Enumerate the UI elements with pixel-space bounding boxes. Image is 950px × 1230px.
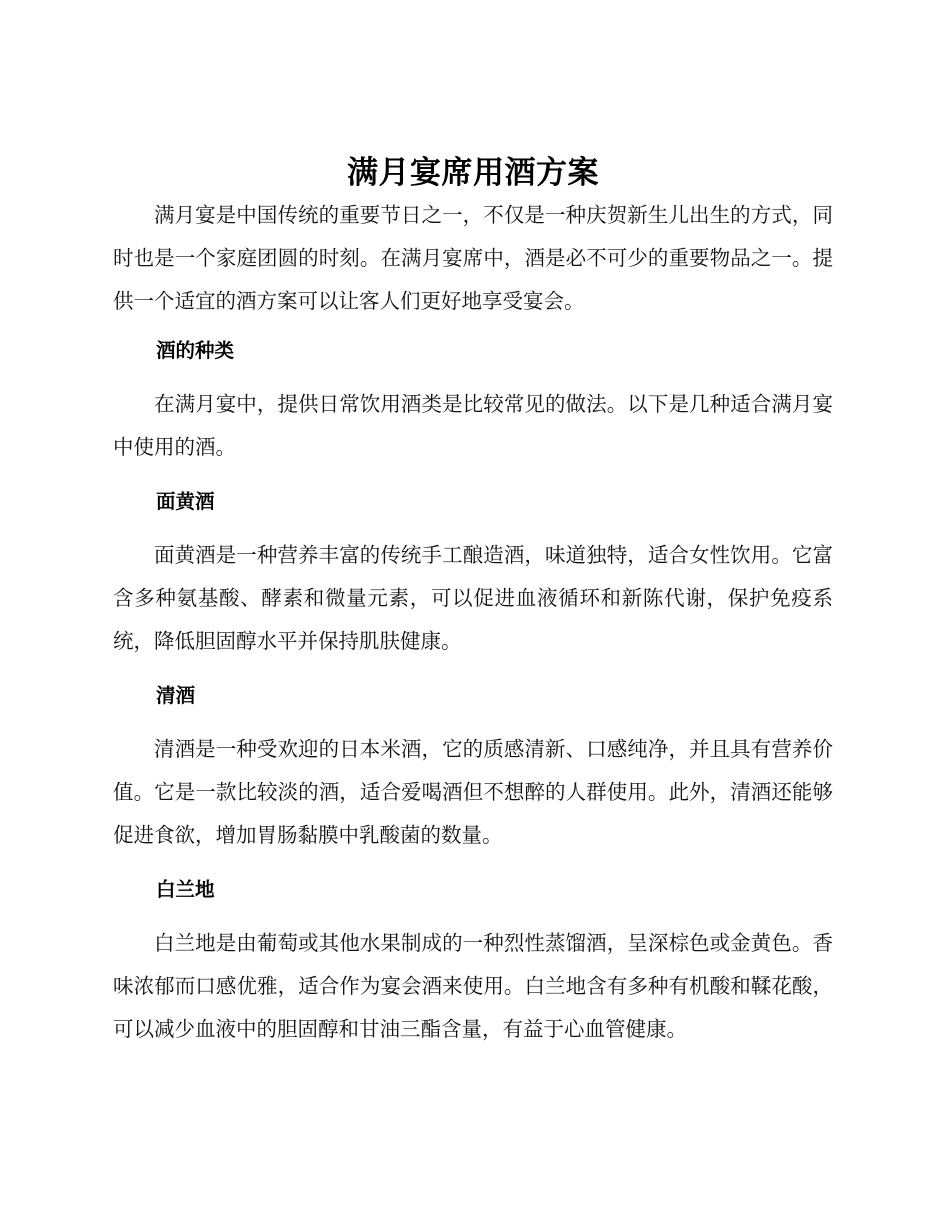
spacer: [113, 911, 833, 922]
document-page: [113, 152, 833, 1051]
section-body-mianhuang-wine: 面黄酒是一种营养丰富的传统手工酿造酒，味道独特，适合女性饮用。它富含多种氨基酸、酵素和微量元素，可以促进血液循环和新陈代谢，保护免疫系统，降低胆固醇水平并保持肌肤健康。: [113, 543, 833, 653]
section-body-sake: 清酒是一种受欢迎的日本米酒，它的质感清新、口感纯净，并且具有营养价值。它是一款比较淡的酒，适合爱喝酒但不想醉的人群使用。此外，清酒还能够促进食欲，增加胃肠黏膜中乳酸菌的数量。: [113, 737, 833, 847]
spacer: [113, 523, 833, 534]
spacer: [113, 469, 833, 480]
section-heading-brandy: 白兰地: [156, 878, 215, 901]
section-heading-mianhuang-wine: 面黄酒: [156, 490, 215, 513]
spacer: [113, 717, 833, 728]
section-heading-sake: 清酒: [156, 684, 196, 707]
section-body-wine-types: 在满月宴中，提供日常饮用酒类是比较常见的做法。以下是几种适合满月宴中使用的酒。: [113, 392, 833, 459]
spacer: [113, 857, 833, 868]
spacer: [113, 663, 833, 674]
section-heading-wine-types: 酒的种类: [156, 339, 235, 362]
spacer: [113, 372, 833, 383]
document-title: 满月宴席用酒方案: [347, 155, 599, 191]
intro-paragraph: 满月宴是中国传统的重要节日之一，不仅是一种庆贺新生儿出生的方式，同时也是一个家庭团圆的时刻。在满月宴席中，酒是必不可少的重要物品之一。提供一个适宜的酒方案可以让客人们更好地享受宴会。: [113, 203, 833, 313]
section-body-brandy: 白兰地是由葡萄或其他水果制成的一种烈性蒸馏酒，呈深棕色或金黄色。香味浓郁而口感优雅，适合作为宴会酒来使用。白兰地含有多种有机酸和鞣花酸，可以减少血液中的胆固醇和甘油三酯含量，有益于心血管健康。: [113, 931, 833, 1041]
